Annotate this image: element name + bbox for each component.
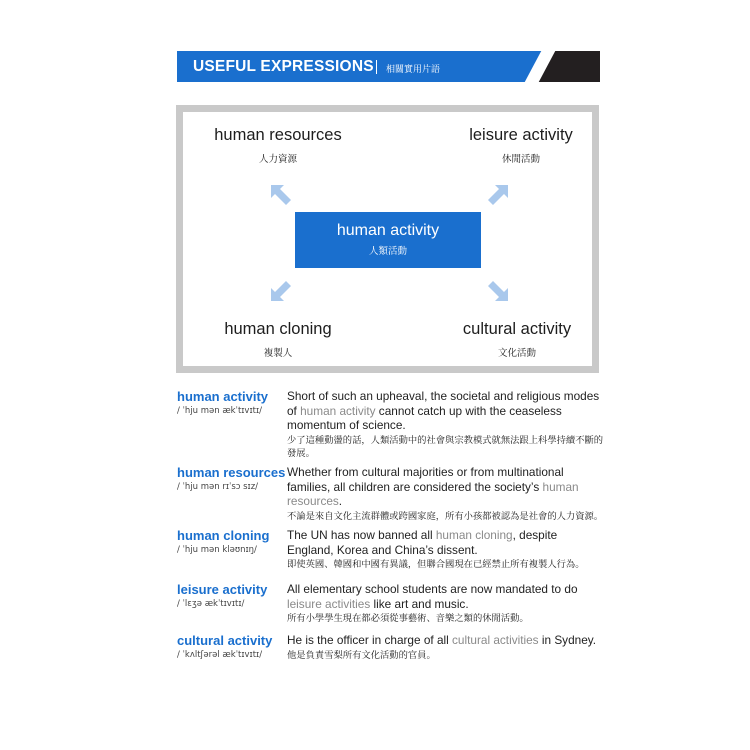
sentence-text: , despite England, Korea and China’s dissent. [287, 528, 558, 557]
sentence-translation: 不論是來自文化主流群體或跨國家庭，所有小孩都被認為是社會的人力資源。 [287, 510, 604, 522]
section-header-banner [177, 51, 600, 82]
example-sentence [287, 528, 607, 571]
sentence-text: like art and music. [370, 596, 469, 611]
vocab-word: human resources [177, 465, 286, 480]
term-english: leisure activity [469, 126, 573, 144]
arrow-down-left-icon [268, 278, 294, 304]
center-term-chinese: 人類活動 [368, 246, 407, 257]
sentence-highlight: human activity [300, 403, 376, 418]
example-sentence [287, 465, 607, 523]
vocab-pronunciation: / ˈkʌltʃərəl ækˈtɪvɪtɪ/ [177, 650, 263, 660]
center-term-english: human activity [336, 222, 440, 239]
term-chinese: 休閒活動 [501, 154, 540, 165]
sentence-text: He is the officer in charge of all [287, 633, 453, 647]
section-subtitle: 相關實用片語 [386, 65, 441, 75]
arrow-up-right-icon [485, 182, 511, 208]
term-cultural-activity [444, 320, 590, 359]
example-sentence [287, 582, 607, 625]
sentence-text: Whether from cultural majorities or from multinational families, all children are considered the society’s [287, 465, 564, 494]
vocab-pronunciation: / ˈhju mən kləʊnɪŋ/ [177, 545, 257, 555]
example-sentence [287, 389, 607, 460]
sentence-text: . [338, 494, 343, 508]
expression-diagram [176, 105, 599, 373]
term-human-resources [205, 126, 351, 165]
term-human-cloning [205, 320, 351, 359]
term-chinese: 複製人 [263, 348, 293, 359]
sentence-highlight: human cloning [435, 528, 513, 542]
term-english: human resources [214, 126, 342, 144]
sentence-highlight: human resources [287, 479, 579, 508]
example-sentence [287, 633, 607, 662]
term-english: cultural activity [462, 320, 572, 338]
sentence-highlight: leisure activities [287, 596, 371, 611]
sentence-text: All elementary school students are now mandated to do [287, 582, 578, 596]
center-term-box [295, 212, 481, 268]
term-english: human cloning [224, 320, 332, 338]
sentence-text: in Sydney. [538, 633, 597, 647]
vocab-pronunciation: / ˈlɛʒə ækˈtɪvɪtɪ/ [177, 599, 245, 609]
sentence-translation: 所有小學學生現在都必須從事藝術、音樂之類的休閒活動。 [287, 613, 529, 624]
vocab-word: human activity [177, 389, 269, 404]
term-leisure-activity [448, 126, 594, 165]
arrow-up-left-icon [268, 182, 294, 208]
vocab-word: leisure activity [177, 582, 268, 597]
arrow-down-right-icon [485, 278, 511, 304]
section-title: USEFUL EXPRESSIONS [193, 58, 374, 75]
sentence-translation: 他是負責雪梨所有文化活動的官員。 [287, 649, 436, 661]
sentence-highlight: cultural activities [452, 633, 539, 647]
sentence-translation: 即使英國、韓國和中國有異議，但聯合國現在已經禁止所有複製人行為。 [287, 559, 585, 570]
title-separator [376, 60, 377, 74]
sentence-text: Short of such an upheaval, the societal and religious modes of [287, 389, 600, 418]
sentence-text: The UN has now banned all [287, 528, 436, 542]
sentence-text: cannot catch up with the ceaseless momentum of science. [287, 403, 562, 432]
term-chinese: 人力資源 [258, 154, 297, 165]
vocab-word: human cloning [177, 528, 270, 543]
sentence-translation: 少了這種動盪的話，人類活動中的社會與宗教模式就無法跟上科學持續不斷的發展。 [287, 434, 604, 459]
vocab-word: cultural activity [177, 633, 273, 648]
vocab-pronunciation: / ˈhju mən rɪˈsɔ sɪz/ [177, 482, 259, 492]
term-chinese: 文化活動 [497, 348, 536, 359]
vocab-pronunciation: / ˈhju mən ækˈtɪvɪtɪ/ [177, 406, 262, 416]
